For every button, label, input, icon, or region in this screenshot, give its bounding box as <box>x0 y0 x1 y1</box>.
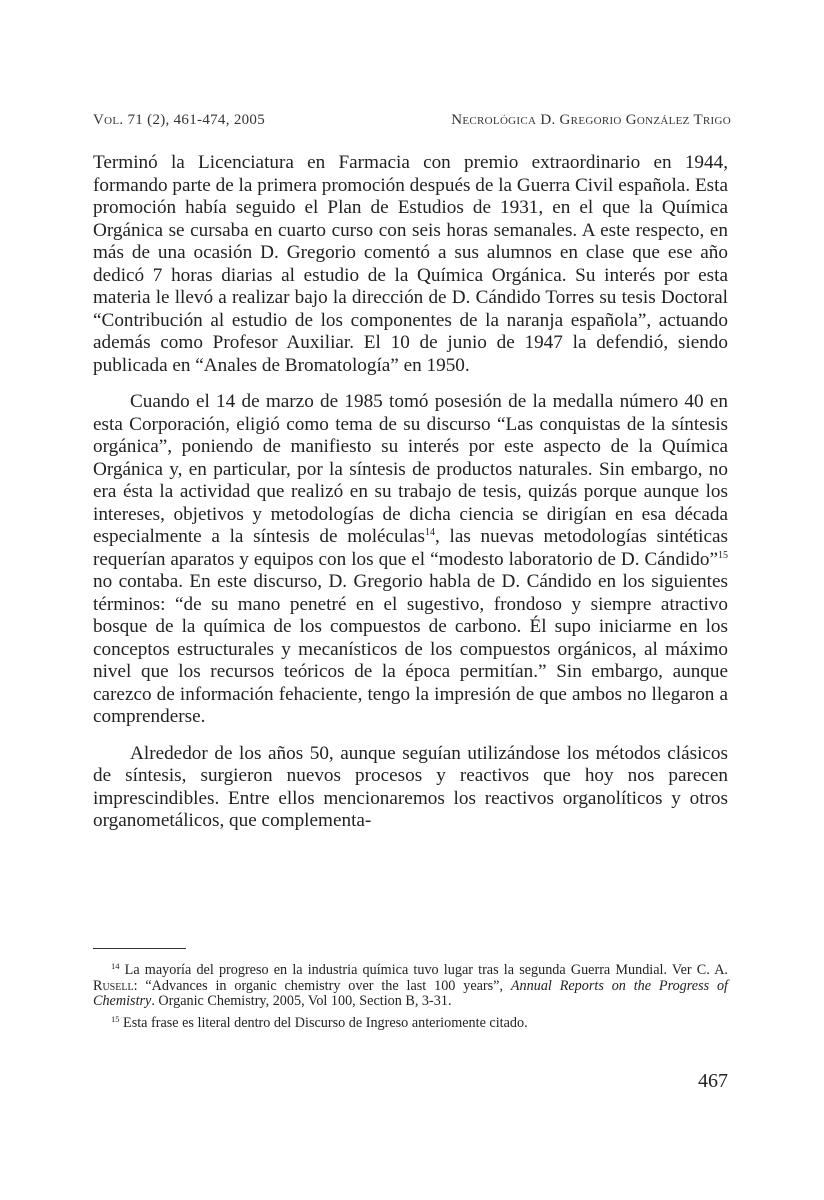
footnote-separator <box>93 948 186 949</box>
footnote-14 <box>93 963 728 1010</box>
footnotes <box>93 963 728 1037</box>
footnote-14-text-b: : “Advances in organic chemistry over the last 100 years”, <box>133 977 511 994</box>
paragraph-1 <box>93 152 728 377</box>
footnote-15 <box>93 1013 728 1032</box>
footnote-ref-15[interactable]: 15 <box>718 549 728 561</box>
page-number: 467 <box>698 1070 728 1092</box>
running-header <box>93 112 731 129</box>
paragraph-3 <box>93 743 728 833</box>
footnote-14-journal: Annual Reports on the Progress of Chemistry <box>93 977 729 1009</box>
paragraph-2-text-a: Cuando el 14 de marzo de 1985 tomó posesión de la medalla número 40 en esta Corporación, eligió como tema de su discurso “Las conquistas de la síntesis orgánica”, poniendo de manifiesto su interés por este aspecto de la Química Orgánica y, en particular, por la síntesis de productos naturales. Sin embargo, no era ésta la actividad que realizó en su trabajo de tesis, quizás porque aunque los intereses, objetivos y metodologías de dicha ciencia se dirigían en esa década especialmente a la síntesis de moléculas <box>93 391 728 547</box>
paragraph-1-text: Terminó la Licenciatura en Farmacia con premio extraordinario en 1944, formando parte de la primera promoción después de la Guerra Civil española. Esta promoción había seguido el Plan de Estudios de 1931, en el que la Química Orgánica se cursaba en cuarto curso con seis horas semanales. A este respecto, en más de una ocasión D. Gregorio comentó a sus alumnos en clase que ese año dedicó 7 horas diarias al estudio de la Química Orgánica. Su interés por esta materia le llevó a realizar bajo la dirección de D. Cándido Torres su tesis Doctoral “Contribución al estudio de los componentes de la naranja española”, actuando además como Profesor Auxiliar. El 10 de junio de 1947 la defendió, siendo publicada en “Anales de Bromatología” en 1950. <box>93 152 728 376</box>
header-volume: Vol. 71 (2), 461-474, 2005 <box>93 112 266 128</box>
paragraph-2-text-c: no contaba. En este discurso, D. Gregorio habla de D. Cándido en los siguientes términos: “de su mano penetré en el sugestivo, frondoso y siempre atractivo bosque de la química de los compuestos de carbono. Él supo iniciarme en los conceptos estructurales y mecanísticos de los compuestos orgánicos, al máximo nivel que los recursos teóricos de la época permitían.” Sin embargo, aunque carezco de información fehaciente, tengo la impresión de que ambos no llegaron a comprenderse. <box>93 571 728 727</box>
footnote-14-number: 14 <box>111 961 120 971</box>
paragraph-3-text: Alrededor de los años 50, aunque seguían utilizándose los métodos clásicos de síntesis, surgieron nuevos procesos y reactivos que hoy nos parecen imprescindibles. Entre ellos mencionaremos los reactivos organolíticos y otros organometálicos, que complementa- <box>93 742 728 831</box>
footnote-ref-14[interactable]: 14 <box>424 527 435 538</box>
footnote-14-text-a: La mayoría del progreso en la industria química tuvo lugar tras la segunda Guerra Mundial. Ver <box>119 962 697 978</box>
paragraph-2 <box>93 391 728 729</box>
body-text <box>93 152 728 847</box>
header-title: Necrológica D. Gregorio González Trigo <box>451 112 731 128</box>
footnote-15-number: 15 <box>111 1013 120 1024</box>
footnote-14-author: C. A. Rusell <box>93 962 728 994</box>
footnote-15-text: Esta frase es literal dentro del Discurso de Ingreso anteriomente citado. <box>119 1014 528 1031</box>
paragraph-2-text-b: , las nuevas metodologías sintéticas requerían aparatos y equipos con los que el “modesto laboratorio de D. Cándido” <box>93 526 728 570</box>
footnote-14-text-c: . Organic Chemistry, 2005, Vol 100, Section B, 3-31. <box>151 993 452 1009</box>
